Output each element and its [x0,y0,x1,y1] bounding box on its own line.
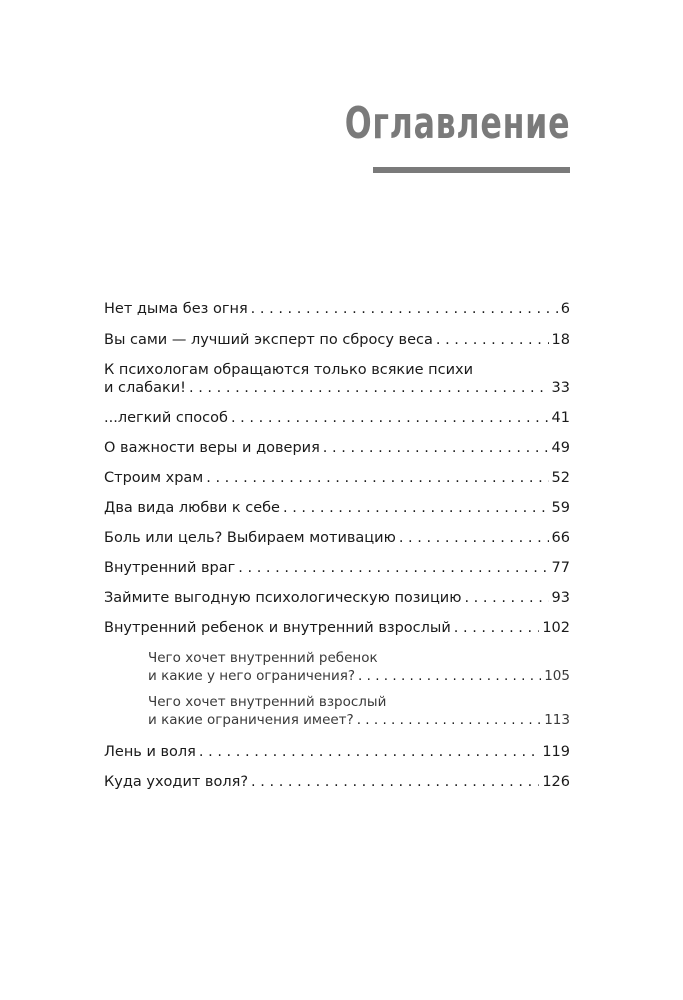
toc-entry-title: Куда уходит воля? [104,774,249,790]
toc-entry[interactable] [104,499,570,517]
leader-dots [399,529,549,547]
toc-entry-title: Два вида любви к себе [104,500,280,516]
leader-dots [189,379,549,397]
toc-page-number: 41 [551,410,570,426]
leader-dots [251,300,558,318]
leader-dots [454,619,540,637]
toc-entry[interactable] [104,361,570,397]
toc-entry-title: Внутренний враг [104,560,236,576]
toc-subentry[interactable] [104,649,570,685]
toc-page-number: 49 [551,440,570,456]
leader-dots [357,711,542,729]
toc-entry-title-line1: К психологам обращаются только всякие психи [104,362,474,378]
page-title: Оглавление [344,98,570,149]
toc-entry[interactable] [104,589,570,607]
toc-page-number: 126 [542,774,570,790]
toc-page-number: 33 [551,380,570,396]
leader-dots [251,773,539,791]
toc-entry[interactable] [104,409,570,427]
toc-entry[interactable] [104,469,570,487]
toc-subentry-title: и какие ограничения имеет? [148,712,354,728]
table-of-contents [104,300,570,803]
toc-entry-title: Боль или цель? Выбираем мотивацию [104,530,396,546]
toc-page-number: 6 [560,301,570,317]
leader-dots [464,589,548,607]
toc-subentry-title: и какие у него ограничения? [148,668,356,684]
leader-dots [199,743,539,761]
leader-dots [231,409,549,427]
toc-entry-title: Займите выгодную психологическую позицию [104,590,462,606]
toc-entry[interactable] [104,529,570,547]
toc-entry-title: и слабаки! [104,380,186,396]
toc-entry[interactable] [104,743,570,761]
toc-entry[interactable] [104,559,570,577]
toc-page-number: 93 [551,590,570,606]
toc-page-number: 102 [542,620,570,636]
toc-page-number: 77 [551,560,570,576]
toc-entry-title: ...легкий способ [104,410,228,426]
toc-page-number: 52 [551,470,570,486]
toc-page-number: 119 [542,744,570,760]
toc-entry-title: Строим храм [104,470,204,486]
toc-entry[interactable] [104,773,570,791]
toc-entry-title: Нет дыма без огня [104,301,248,317]
toc-entry-title: Внутренний ребенок и внутренний взрослый [104,620,451,636]
toc-page-number: 66 [551,530,570,546]
toc-subentry[interactable] [104,693,570,729]
toc-subentry-title-line1: Чего хочет внутренний ребенок [148,650,378,666]
toc-entry[interactable] [104,300,570,318]
toc-entry-title: Лень и воля [104,744,196,760]
toc-page-number: 18 [551,332,570,348]
leader-dots [358,667,541,685]
title-underline [373,167,570,173]
toc-entry[interactable] [104,619,570,637]
leader-dots [323,439,549,457]
toc-entry-title: О важности веры и доверия [104,440,320,456]
toc-page-number: 113 [544,712,570,728]
toc-subentry-title-line1: Чего хочет внутренний взрослый [148,694,387,710]
leader-dots [436,331,549,349]
toc-entry[interactable] [104,331,570,349]
toc-entry-title: Вы сами — лучший эксперт по сбросу веса [104,332,433,348]
leader-dots [238,559,548,577]
leader-dots [283,499,549,517]
toc-entry[interactable] [104,439,570,457]
toc-page-number: 105 [544,668,570,684]
leader-dots [206,469,548,487]
toc-page-number: 59 [551,500,570,516]
